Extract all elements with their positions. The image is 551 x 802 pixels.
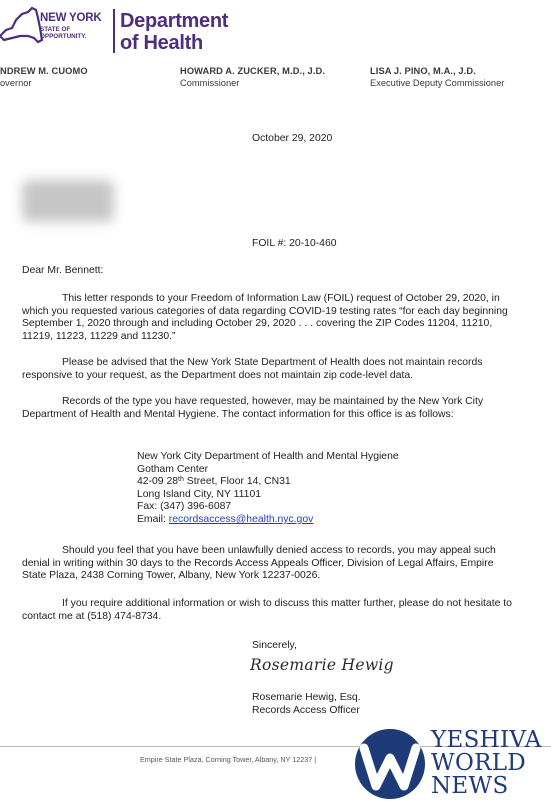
paragraph-response-text: This letter responds to your Freedom of Information Law (FOIL) request of October 29, 2020, in which you requested various categories of data regarding COVID-19 testing rates “for each day beginning September 1, 2020 through and including October 29, 2020 . . . covering the ZIP Codes 11204, 11210, 11219, 11223, 11229 and 11230.” [22,293,508,342]
official-title-deputy: Executive Deputy Commissioner [370,78,505,88]
contact-city: Long Island City, NY 11101 [137,488,261,500]
contact-street-suffix: th [178,476,184,484]
contact-email-label: Email: [137,513,169,525]
watermark-line1: YESHIVA [431,727,542,753]
state-logo-line3: OPPORTUNITY. [40,33,87,40]
letter-date: October 29, 2020 [252,133,333,144]
contact-org: New York City Department of Health and Mental Hygiene [137,451,399,462]
official-title-governor: overnor [0,78,32,88]
paragraph-response [22,293,518,343]
department-name-line1: Department [120,10,229,32]
foil-number: FOIL #: 20-10-460 [252,238,337,249]
yeshiva-world-news-logo-icon [350,722,430,802]
department-name-line2: of Health [120,32,203,54]
contact-fax: Fax: (347) 396-6087 [137,501,232,513]
contact-street-rest: Street, Floor 14, CN31 [183,476,291,488]
paragraph-appeal [22,545,518,583]
redacted-recipient-address [22,180,114,222]
official-name-commissioner: HOWARD A. ZUCKER, M.D., J.D. [180,66,326,76]
salutation: Dear Mr. Bennett: [22,265,104,276]
paragraph-referral-text: Records of the type you have requested, however, may be maintained by the New York City Department of Health and Mental Hygiene. The contact information for this office is as follows: [22,396,484,420]
contact-street-number: 42-09 28 [137,476,179,488]
contact-email-line [137,514,399,527]
logo-divider [113,9,115,53]
closing: Sincerely, [252,640,297,651]
contact-email-link[interactable]: recordsaccess@health.nyc.gov [168,513,314,525]
paragraph-contact [22,598,518,623]
watermark-line3: NEWS [431,773,509,799]
contact-building: Gotham Center [137,463,209,475]
signer-name: Rosemarie Hewig, Esq. [252,692,361,703]
contact-address-block [137,451,399,527]
signer-title: Records Access Officer [252,705,360,716]
state-logo-line1: NEW YORK [40,12,102,24]
footer-address: Empire State Plaza, Corning Tower, Albany, NY 12237 | [140,755,317,764]
watermark-line2: WORLD [431,750,527,776]
handwritten-signature: Rosemarie Hewig [250,656,394,674]
official-title-commissioner: Commissioner [180,78,240,88]
contact-street [137,476,399,489]
paragraph-no-records [22,357,518,382]
paragraph-no-records-text: Please be advised that the New York State Department of Health does not maintain records responsive to your request, as the Department does not maintain zip code-level data. [22,357,483,381]
official-name-governor: NDREW M. CUOMO [0,66,88,76]
paragraph-appeal-text: Should you feel that you have been unlawfully denied access to records, you may appeal such denial in writing within 30 days to the Records Access Appeals Officer, Division of Legal Affairs, Empire State Plaza, 2438 Corning Tower, Albany, New York 12237-0026. [22,545,496,582]
new-york-state-map-icon [0,6,44,50]
official-name-deputy: LISA J. PINO, M.A., J.D. [370,66,476,76]
state-logo-line2: STATE OF [40,26,71,33]
paragraph-referral [22,396,518,421]
paragraph-contact-text: If you require additional information or wish to discuss this matter further, please do not hesitate to contact me at (518) 474-8734. [22,598,512,622]
